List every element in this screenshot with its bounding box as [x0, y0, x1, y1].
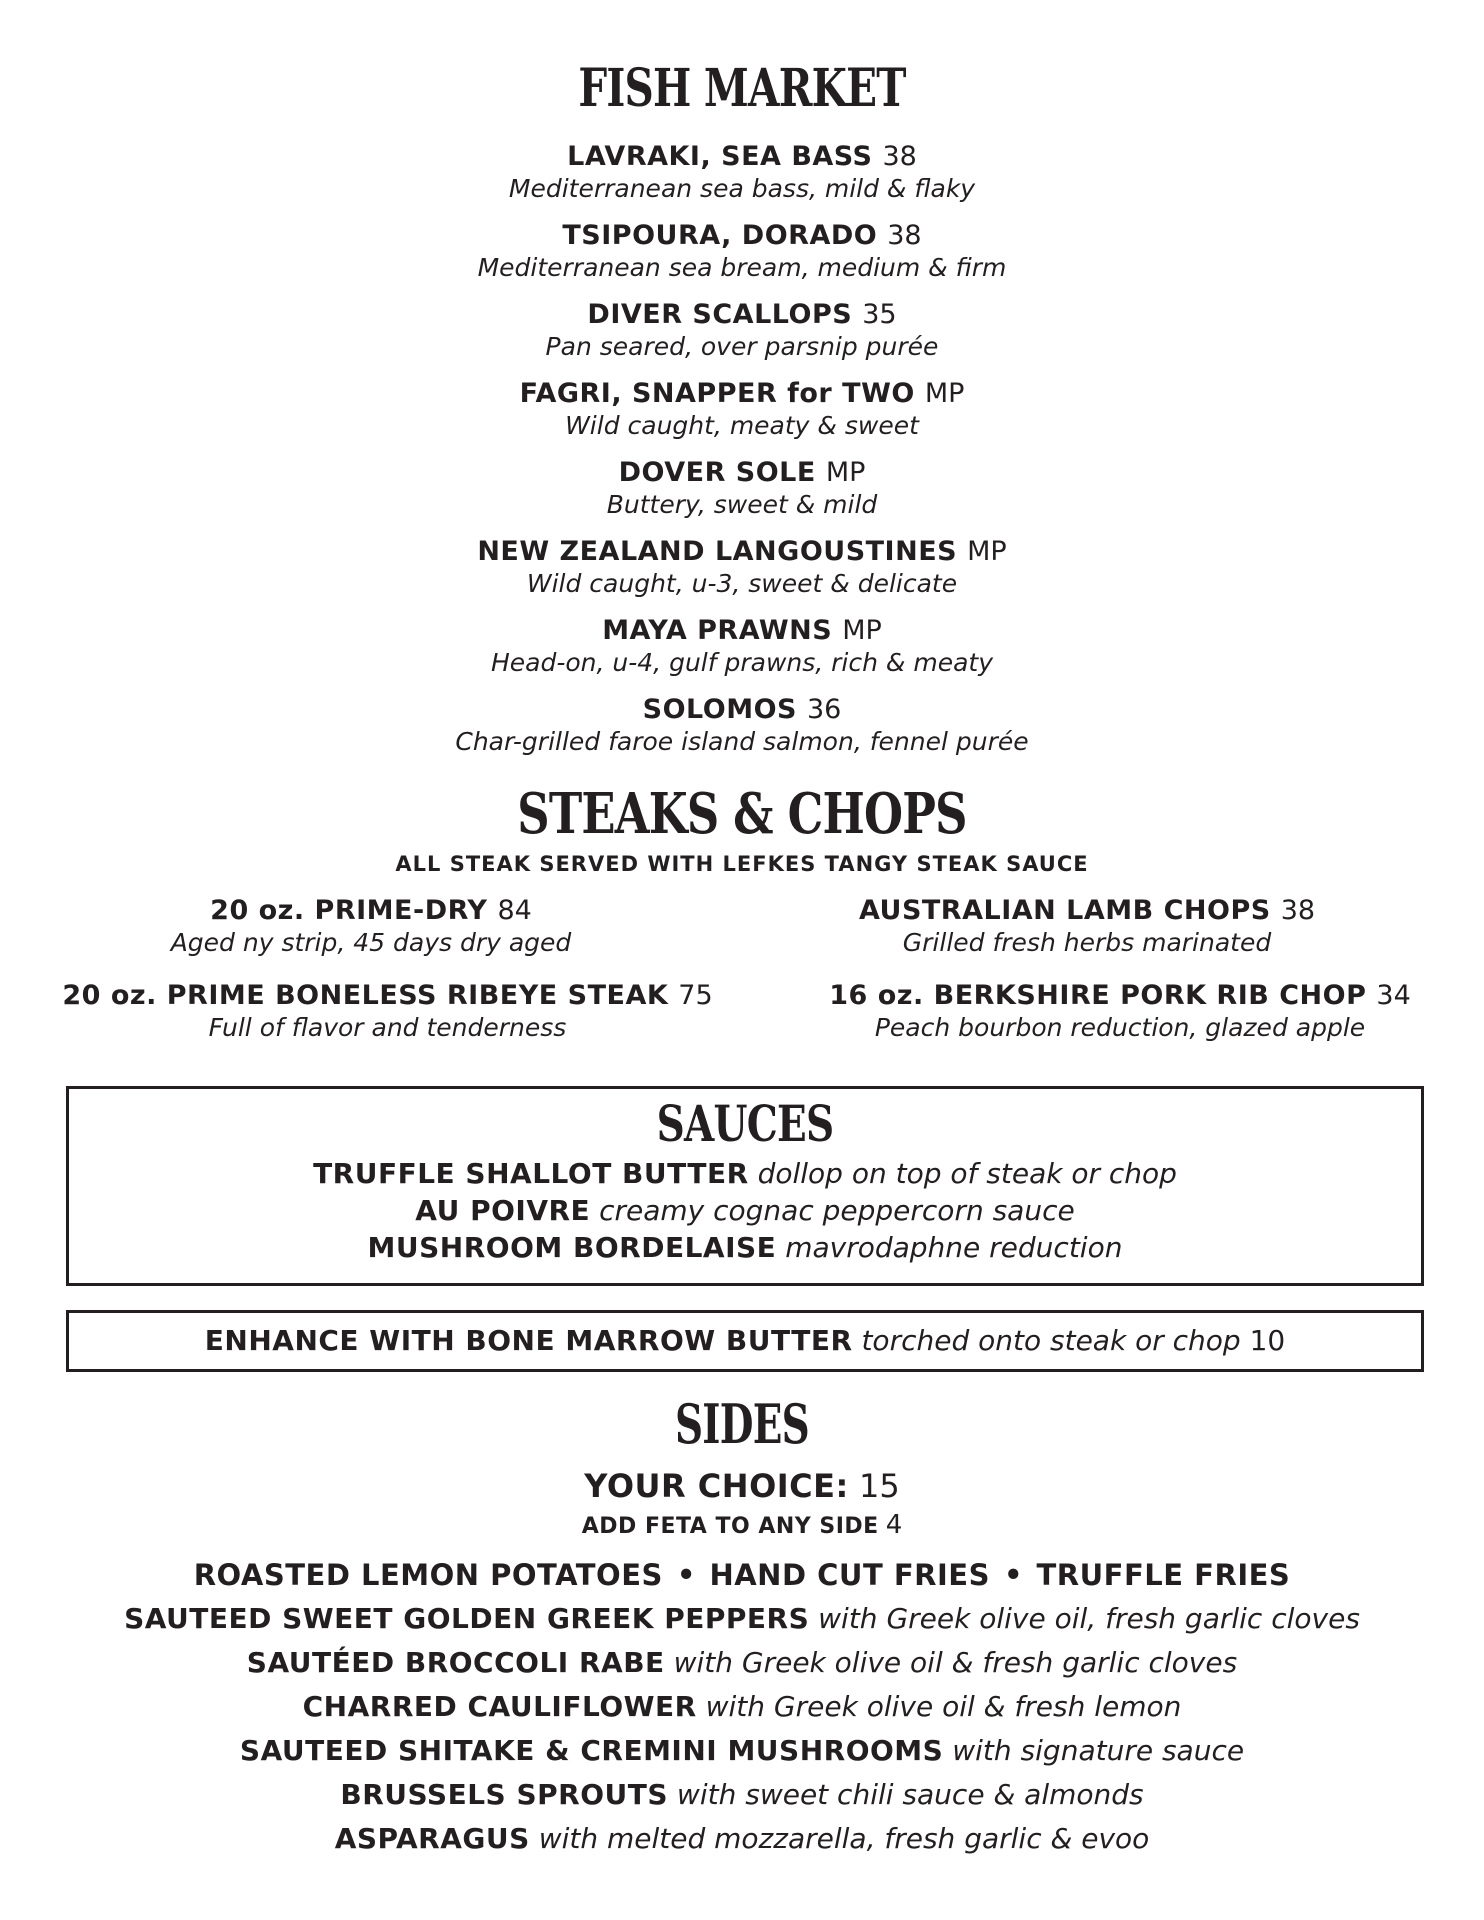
item-description: Full of flavor and tenderness	[208, 1013, 567, 1042]
item-price: 35	[862, 299, 897, 330]
sauce-line	[69, 1193, 1421, 1229]
item-description: Wild caught, u-3, sweet & delicate	[526, 569, 958, 598]
menu-item	[0, 614, 1484, 678]
menu-item	[0, 894, 742, 958]
side-item	[0, 1689, 1484, 1725]
bullet-separator: •	[1003, 1558, 1023, 1592]
sides-title: SIDES	[674, 1392, 810, 1456]
side-description: with Greek olive oil, fresh garlic cloves	[818, 1602, 1360, 1635]
sauce-name: AU POIVRE	[415, 1194, 591, 1227]
side-name: BRUSSELS SPROUTS	[340, 1778, 669, 1811]
menu-item	[0, 140, 1484, 204]
sauce-description: creamy cognac peppercorn sauce	[599, 1194, 1075, 1227]
enhance-description: torched onto steak or chop	[861, 1324, 1241, 1357]
simple-sides-line	[0, 1557, 1484, 1593]
item-name: FAGRI, SNAPPER for TWO	[519, 378, 915, 409]
side-description: with melted mozzarella, fresh garlic & evoo	[538, 1822, 1150, 1855]
item-description: Mediterranean sea bass, mild & flaky	[508, 174, 976, 203]
side-description: with Greek olive oil & fresh lemon	[705, 1690, 1182, 1723]
item-price: 38	[882, 141, 917, 172]
item-price: 36	[807, 694, 842, 725]
item-name: MAYA PRAWNS	[602, 615, 833, 646]
side-item	[0, 1601, 1484, 1637]
item-price: 34	[1376, 980, 1411, 1011]
menu-item	[0, 298, 1484, 362]
feta-price: 4	[885, 1510, 903, 1540]
sauce-name: MUSHROOM BORDELAISE	[367, 1231, 777, 1264]
item-price: MP	[967, 536, 1007, 567]
item-name: 16 oz. BERKSHIRE PORK RIB CHOP	[829, 980, 1367, 1011]
item-description: Aged ny strip, 45 days dry aged	[170, 928, 572, 957]
item-price: 84	[497, 895, 532, 926]
side-item	[0, 1733, 1484, 1769]
bullet-separator: •	[676, 1558, 696, 1592]
item-price: 75	[678, 980, 713, 1011]
item-description: Wild caught, meaty & sweet	[565, 411, 919, 440]
side-name: SAUTEED SHITAKE & CREMINI MUSHROOMS	[239, 1734, 944, 1767]
item-name: SOLOMOS	[642, 694, 797, 725]
item-name: DIVER SCALLOPS	[587, 299, 853, 330]
menu-item	[775, 979, 1465, 1043]
item-name: NEW ZEALAND LANGOUSTINES	[477, 536, 958, 567]
side-name: SAUTÉED BROCCOLI RABE	[246, 1646, 665, 1679]
item-price: MP	[924, 378, 965, 409]
item-description: Head-on, u-4, gulf prawns, rich & meaty	[490, 648, 994, 677]
item-price: 38	[1280, 895, 1316, 926]
your-choice-price: 15	[858, 1467, 900, 1505]
fish-market-title: FISH MARKET	[578, 58, 906, 119]
sauce-name: TRUFFLE SHALLOT BUTTER	[313, 1157, 749, 1190]
item-description: Grilled fresh herbs marinated	[902, 928, 1272, 957]
steak-sauce-note: ALL STEAK SERVED WITH LEFKES TANGY STEAK SAUCE	[395, 852, 1089, 876]
item-description: Mediterranean sea bream, medium & firm	[477, 253, 1007, 282]
item-name: LAVRAKI, SEA BASS	[567, 141, 873, 172]
menu-item	[0, 693, 1484, 757]
side-item	[0, 1645, 1484, 1681]
menu-item	[0, 535, 1484, 599]
menu-item	[0, 219, 1484, 283]
sauces-box	[66, 1086, 1424, 1286]
menu-item	[742, 894, 1432, 958]
item-price: MP	[825, 457, 866, 488]
item-name: 20 oz. PRIME-DRY	[210, 895, 488, 926]
menu-item	[0, 377, 1484, 441]
sauces-title: SAUCES	[656, 1094, 834, 1153]
your-choice-label: YOUR CHOICE:	[584, 1467, 849, 1505]
side-item	[0, 1821, 1484, 1857]
item-name: DOVER SOLE	[618, 457, 816, 488]
item-description: Pan seared, over parsnip purée	[545, 332, 939, 361]
enhance-box	[66, 1310, 1424, 1372]
your-choice-line	[0, 1466, 1484, 1506]
item-name: AUSTRALIAN LAMB CHOPS	[858, 895, 1271, 926]
side-name: ROASTED LEMON POTATOES	[193, 1558, 663, 1592]
side-description: with Greek olive oil & fresh garlic cloves	[673, 1646, 1238, 1679]
side-name: HAND CUT FRIES	[709, 1558, 990, 1592]
item-description: Peach bourbon reduction, glazed apple	[874, 1013, 1366, 1042]
menu-item	[0, 456, 1484, 520]
enhance-name: ENHANCE WITH BONE MARROW BUTTER	[204, 1324, 853, 1357]
side-name: TRUFFLE FRIES	[1036, 1558, 1291, 1592]
item-price: 38	[887, 220, 922, 251]
enhance-price: 10	[1249, 1324, 1286, 1357]
side-name: CHARRED CAULIFLOWER	[302, 1690, 697, 1723]
side-name: ASPARAGUS	[334, 1822, 530, 1855]
feta-line	[0, 1510, 1484, 1542]
sauce-line	[69, 1230, 1421, 1266]
side-name: SAUTEED SWEET GOLDEN GREEK PEPPERS	[124, 1602, 810, 1635]
item-description: Char-grilled faroe island salmon, fennel purée	[455, 727, 1029, 756]
item-name: 20 oz. PRIME BONELESS RIBEYE STEAK	[62, 980, 669, 1011]
steaks-title: STEAKS & CHOPS	[517, 781, 967, 847]
sauce-description: mavrodaphne reduction	[785, 1231, 1123, 1264]
side-item	[0, 1777, 1484, 1813]
enhance-line	[69, 1323, 1421, 1359]
sauce-description: dollop on top of steak or chop	[757, 1157, 1177, 1190]
feta-label: ADD FETA TO ANY SIDE	[581, 1514, 879, 1539]
menu-item	[0, 979, 775, 1043]
item-description: Buttery, sweet & mild	[606, 490, 878, 519]
sauce-line	[69, 1156, 1421, 1192]
side-description: with sweet chili sauce & almonds	[676, 1778, 1144, 1811]
item-name: TSIPOURA, DORADO	[562, 220, 878, 251]
item-price: MP	[842, 615, 882, 646]
side-description: with signature sauce	[952, 1734, 1245, 1767]
